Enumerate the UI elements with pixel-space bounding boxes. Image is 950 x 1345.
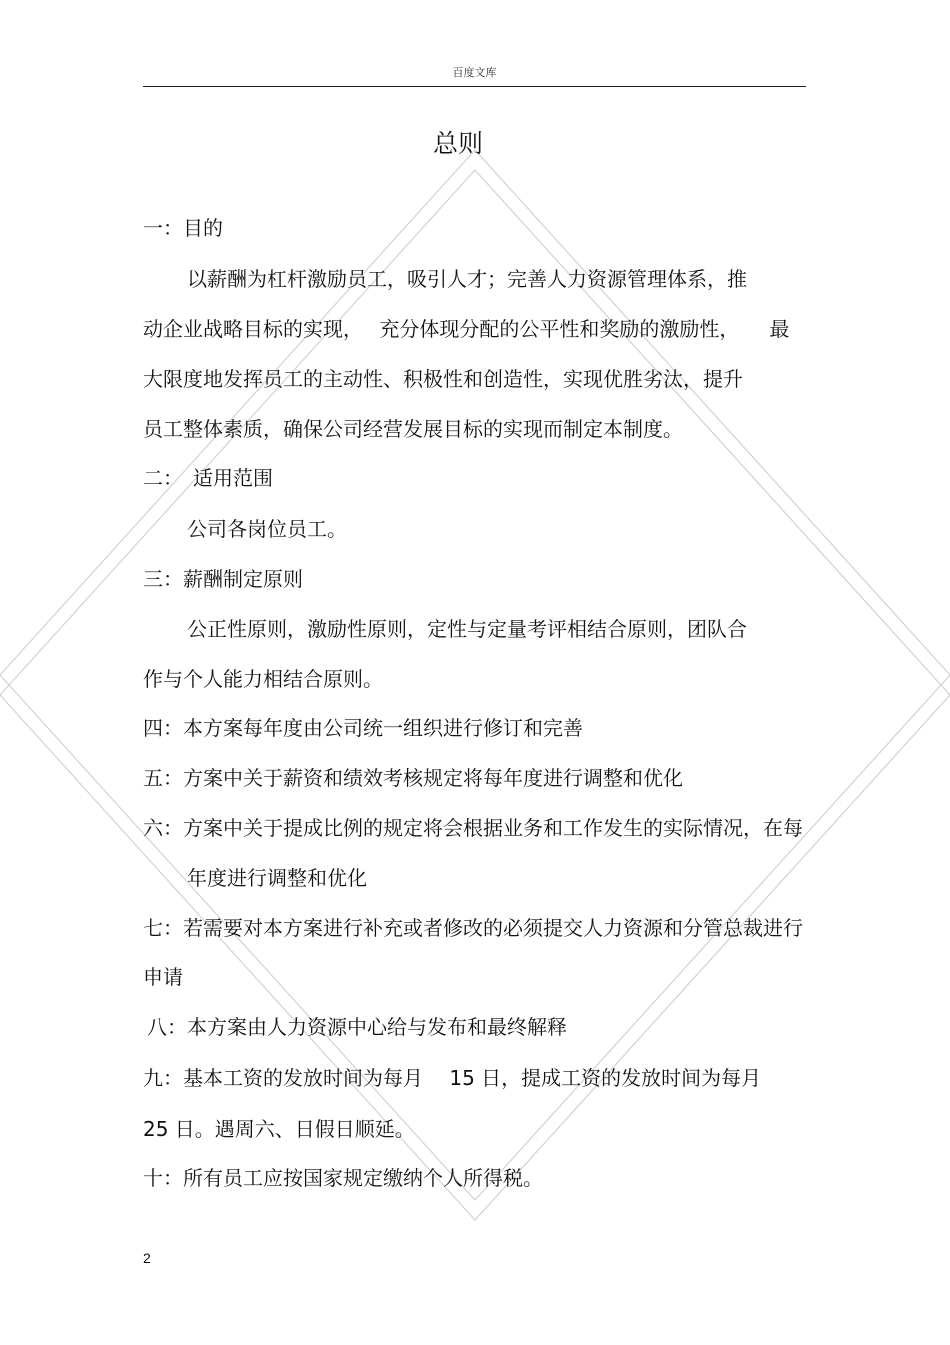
section-3-paragraph-line: 公正性原则，激励性原则，定性与定量考评相结合原则，团队合 (187, 617, 747, 641)
section-6-item-line: 年度进行调整和优化 (187, 866, 367, 890)
document-title: 总则 (432, 129, 483, 158)
section-7-item-line: 申请 (143, 965, 183, 989)
section-9-item-line: 25 日。遇周六、日假日顺延。 (143, 1117, 415, 1141)
header-divider (143, 86, 806, 87)
section-5-item: 五：方案中关于薪资和绩效考核规定将每年度进行调整和优化 (143, 766, 683, 790)
section-8-item: 八：本方案由人力资源中心给与发布和最终解释 (147, 1015, 567, 1039)
section-10-item: 十：所有员工应按国家规定缴纳个人所得税。 (143, 1166, 543, 1190)
page-header: 百度文库 (452, 66, 497, 79)
section-1-paragraph-line: 动企业战略目标的实现， 充分体现分配的公平性和奖励的激励性， 最 (143, 317, 790, 341)
section-1-paragraph-line: 大限度地发挥员工的主动性、积极性和创造性，实现优胜劣汰，提升 (143, 367, 743, 391)
section-7-item-line: 七：若需要对本方案进行补充或者修改的必须提交人力资源和分管总裁进行 (143, 916, 803, 940)
section-1-heading: 一：目的 (143, 216, 223, 240)
section-1-paragraph-line: 员工整体素质，确保公司经营发展目标的实现而制定本制度。 (143, 417, 683, 441)
section-6-item-line: 六：方案中关于提成比例的规定将会根据业务和工作发生的实际情况，在每 (143, 816, 803, 840)
page-number: 2 (143, 1250, 151, 1266)
section-2-paragraph: 公司各岗位员工。 (187, 517, 347, 541)
section-3-heading: 三：薪酬制定原则 (143, 567, 303, 591)
section-3-paragraph-line: 作与个人能力相结合原则。 (143, 667, 383, 691)
section-1-paragraph-line: 以薪酬为杠杆激励员工，吸引人才；完善人力资源管理体系，推 (187, 267, 747, 291)
section-4-item: 四：本方案每年度由公司统一组织进行修订和完善 (143, 716, 583, 740)
section-2-heading: 二： 适用范围 (143, 466, 273, 490)
section-9-item-line: 九：基本工资的发放时间为每月 15 日，提成工资的发放时间为每月 (143, 1066, 762, 1090)
